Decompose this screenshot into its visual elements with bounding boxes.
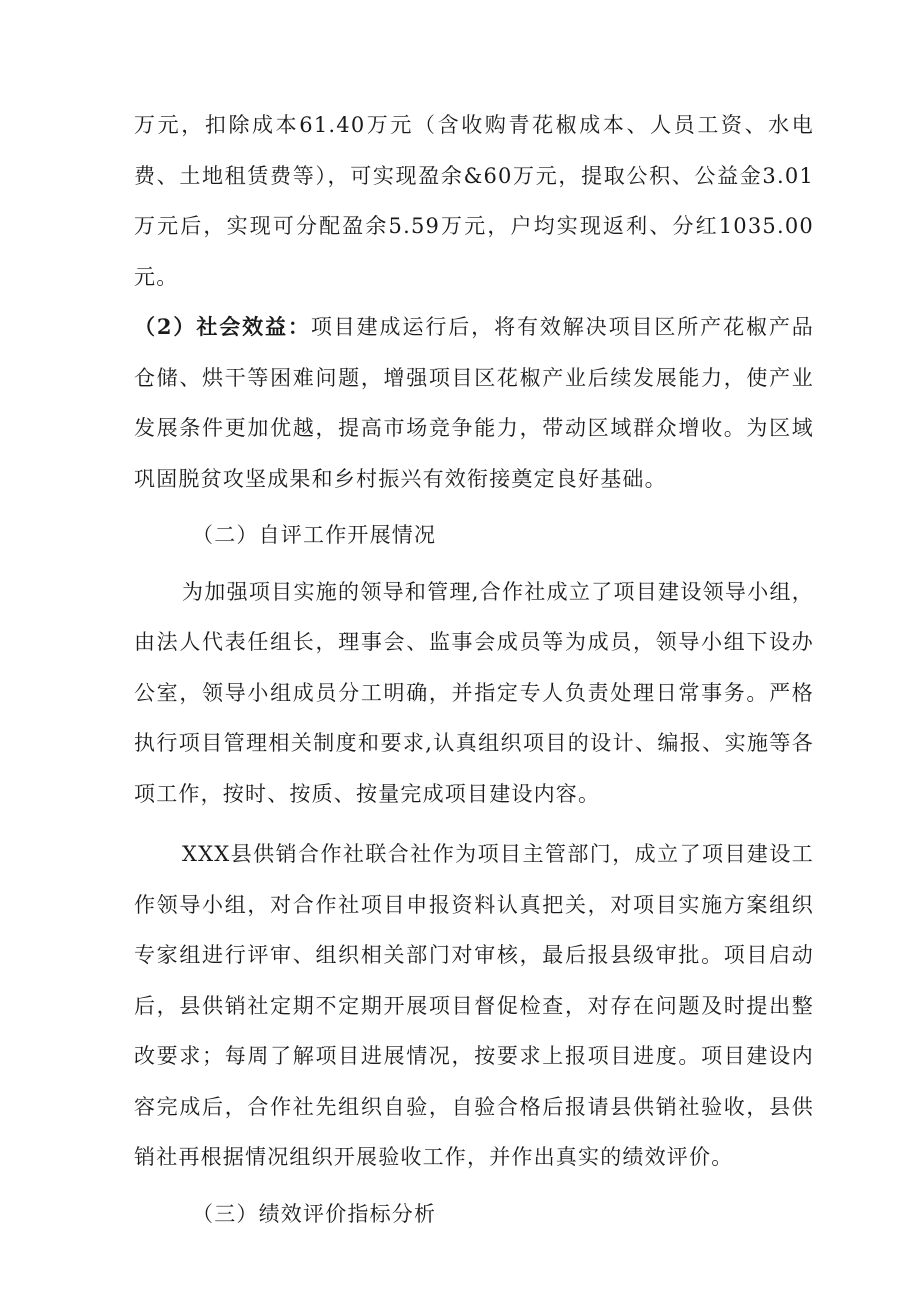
section-heading-performance-indicators: （三）绩效评价指标分析 (192, 1201, 437, 1226)
paragraph-cooperative-leadership: 为加强项目实施的领导和管理,合作社成立了项目建设领导小组，由法人代表任组长，理事会、监事会成员等为成员，领导小组下设办公室，领导小组成员分工明确，并指定专人负责处理日常事务。严格执行项目管理相关制度和要求,认真组织项目的设计、编报、实施等各项工作，按时、按质、按量完成项目建设内容。 (134, 579, 814, 806)
paragraph-social-benefit (134, 302, 814, 504)
social-benefit-label: （2）社会效益： (134, 314, 311, 339)
paragraph-economic-benefit-continued: 万元，扣除成本61.40万元（含收购青花椒成本、人员工资、水电费、土地租赁费等），可实现盈余&60万元，提取公积、公益金3.01万元后，实现可分配盈余5.59万元，户均实现返利、分红1035.00元。 (134, 113, 814, 289)
social-benefit-text: 项目建成运行后，将有效解决项目区所产花椒产品仓储、烘干等困难问题，增强项目区花椒产业后续发展能力，使产业发展条件更加优越，提高市场竞争能力，带动区域群众增收。为区域巩固脱贫攻坚成果和乡村振兴有效衔接奠定良好基础。 (134, 315, 814, 491)
section-heading-self-evaluation: （二）自评工作开展情况 (192, 523, 437, 547)
paragraph-supply-cooperative-supervision: XXX县供销合作社联合社作为项目主管部门，成立了项目建设工作领导小组，对合作社项目申报资料认真把关，对项目实施方案组织专家组进行评审、组织相关部门对审核，最后报县级审批。项目启动后，县供销社定期不定期开展项目督促检查，对存在问题及时提出整改要求；每周了解项目进展情况，按要求上报项目进度。项目建设内容完成后，合作社先组织自验，自验合格后报请县供销社验收，县供销社再根据情况组织开展验收工作，并作出真实的绩效评价。 (134, 842, 814, 1169)
document-body (134, 100, 814, 1239)
